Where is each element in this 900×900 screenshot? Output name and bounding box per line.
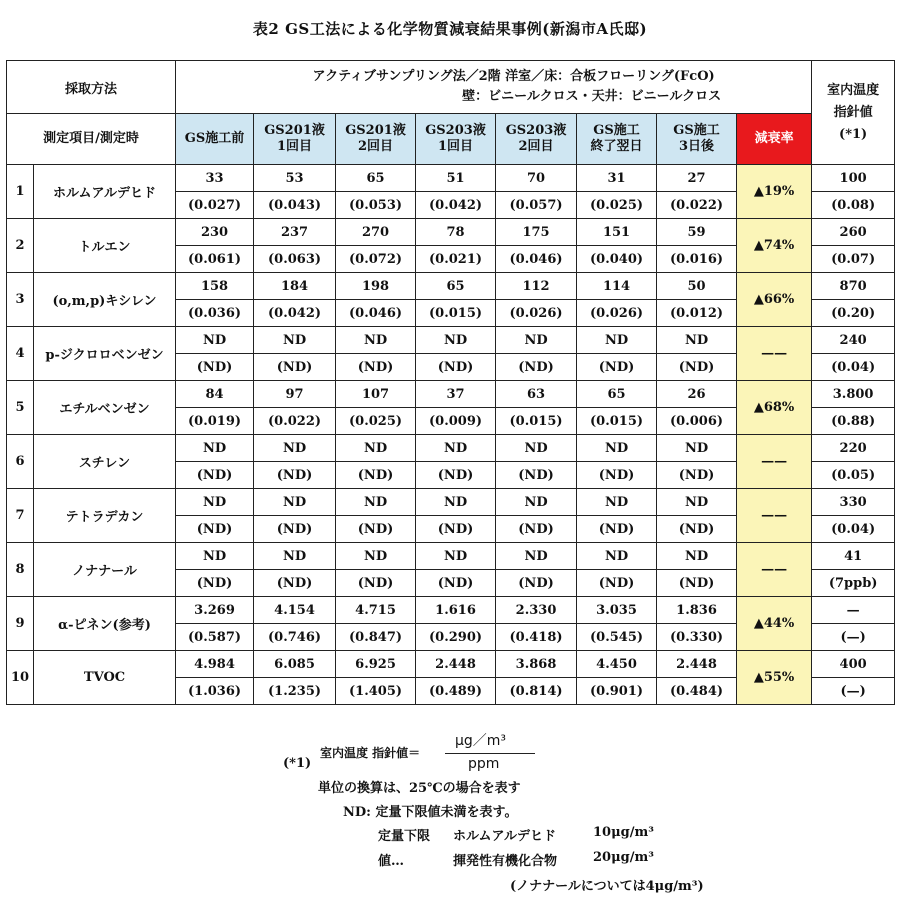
value-cell: 3.868 [496,651,577,678]
ppm-value-cell: (0.026) [577,300,657,327]
value-cell: ND [657,543,737,570]
value-cell: ND [657,435,737,462]
guideline-ppm: (0.04) [812,354,895,381]
ppm-value-cell: (ND) [336,462,416,489]
value-cell: 158 [176,273,254,300]
value-cell: 50 [657,273,737,300]
value-cell: ND [176,435,254,462]
ppm-value-cell: (0.063) [254,246,336,273]
column-header-line: GS201液 [264,123,325,138]
guideline-value: 100 [812,165,895,192]
ppm-value-cell: (0.012) [657,300,737,327]
value-cell: 59 [657,219,737,246]
results-table [6,60,895,705]
value-cell: ND [336,543,416,570]
value-cell: ND [176,489,254,516]
ppm-value-cell: (ND) [176,516,254,543]
substance-name: ホルムアルデヒド [34,165,176,219]
value-cell: 184 [254,273,336,300]
column-header [496,114,577,165]
column-header [254,114,336,165]
value-cell: 112 [496,273,577,300]
row-number: 2 [7,219,34,273]
guideline-value: 260 [812,219,895,246]
value-cell: ND [176,543,254,570]
ppm-value-cell: (0.746) [254,624,336,651]
value-cell: 26 [657,381,737,408]
ppm-value-cell: (0.484) [657,678,737,705]
value-cell: ND [577,327,657,354]
ppm-value-cell: (ND) [254,462,336,489]
ppm-value-cell: (0.053) [336,192,416,219]
ppm-value-cell: (0.043) [254,192,336,219]
column-header-line: GS201液 [345,123,406,138]
ppm-value-cell: (1.405) [336,678,416,705]
column-header-line: GS施工 [593,123,640,138]
ppm-value-cell: (ND) [254,354,336,381]
substance-name: α-ピネン(参考) [34,597,176,651]
ppm-value-cell: (ND) [176,570,254,597]
guideline-value: 41 [812,543,895,570]
value-cell: 4.450 [577,651,657,678]
reduction-rate: ▲55% [737,651,812,705]
guideline-value: 240 [812,327,895,354]
column-header-line: 2回目 [357,139,394,154]
value-cell: 53 [254,165,336,192]
value-cell: ND [416,489,496,516]
guideline-value: — [812,597,895,624]
guideline-value: 870 [812,273,895,300]
table-row [7,327,895,354]
ppm-value-cell: (0.021) [416,246,496,273]
value-cell: ND [254,489,336,516]
substance-name: (o,m,p)キシレン [34,273,176,327]
reduction-rate: ▲19% [737,165,812,219]
ppm-value-cell: (ND) [577,354,657,381]
value-cell: 97 [254,381,336,408]
value-cell: 31 [577,165,657,192]
column-header-line: GS203液 [425,123,486,138]
value-cell: ND [496,327,577,354]
limit-value-1: 10μg/m³ [593,825,654,840]
ppm-value-cell: (0.026) [496,300,577,327]
ppm-value-cell: (0.814) [496,678,577,705]
value-cell: 37 [416,381,496,408]
value-cell: 107 [336,381,416,408]
ppm-value-cell: (ND) [657,462,737,489]
ppm-value-cell: (0.587) [176,624,254,651]
value-cell: 4.984 [176,651,254,678]
reduction-rate: ▲74% [737,219,812,273]
ppm-value-cell: (0.290) [416,624,496,651]
guideline-ppm: (0.07) [812,246,895,273]
ppm-value-cell: (0.016) [657,246,737,273]
column-header-line: 終了翌日 [590,139,643,154]
value-cell: ND [577,543,657,570]
value-cell: 237 [254,219,336,246]
ppm-value-cell: (ND) [176,462,254,489]
ppm-value-cell: (ND) [657,354,737,381]
value-cell: 114 [577,273,657,300]
table-row [7,381,895,408]
fraction-bar [445,753,535,754]
value-cell: 3.269 [176,597,254,624]
value-cell: ND [496,543,577,570]
substance-name: スチレン [34,435,176,489]
guideline-ppm: (0.88) [812,408,895,435]
value-cell: ND [254,543,336,570]
limit-label-2: 値… [378,854,405,869]
guideline-ppm: (0.05) [812,462,895,489]
ppm-value-cell: (0.489) [416,678,496,705]
ppm-value-cell: (0.006) [657,408,737,435]
value-cell: ND [416,543,496,570]
value-cell: ND [336,435,416,462]
ppm-value-cell: (0.015) [496,408,577,435]
substance-name: ノナナール [34,543,176,597]
value-cell: 2.448 [416,651,496,678]
ppm-value-cell: (0.072) [336,246,416,273]
guideline-ppm: (0.04) [812,516,895,543]
footnote-marker: (*1) [283,756,312,771]
ppm-value-cell: (ND) [336,354,416,381]
value-cell: 175 [496,219,577,246]
ppm-value-cell: (0.042) [254,300,336,327]
substance-name: エチルベンゼン [34,381,176,435]
ppm-value-cell: (ND) [336,516,416,543]
column-header-line: 2回目 [518,139,554,154]
ppm-value-cell: (0.057) [496,192,577,219]
reduction-rate: —— [737,543,812,597]
formula-denominator: ppm [468,756,500,772]
value-cell: 65 [336,165,416,192]
row-number: 10 [7,651,34,705]
value-cell: 51 [416,165,496,192]
method-line-2: 壁：ビニールクロス・天井：ビニールクロス [462,89,722,104]
column-header [577,114,657,165]
substance-name: p-ジクロロベンゼン [34,327,176,381]
indoor-guideline-header [812,61,895,165]
ppm-value-cell: (ND) [254,570,336,597]
guideline-ppm: (0.20) [812,300,895,327]
value-cell: 84 [176,381,254,408]
ppm-value-cell: (ND) [496,570,577,597]
value-cell: ND [657,327,737,354]
ppm-value-cell: (0.040) [577,246,657,273]
value-cell: 4.715 [336,597,416,624]
reduction-rate: —— [737,489,812,543]
ppm-value-cell: (0.022) [254,408,336,435]
table-row [7,489,895,516]
value-cell: 70 [496,165,577,192]
ppm-value-cell: (ND) [416,516,496,543]
ppm-value-cell: (ND) [416,462,496,489]
ppm-value-cell: (ND) [496,354,577,381]
ppm-value-cell: (1.036) [176,678,254,705]
column-header-line: GS施工前 [184,131,245,146]
ppm-value-cell: (0.025) [577,192,657,219]
ppm-value-cell: (ND) [416,354,496,381]
value-cell: 230 [176,219,254,246]
ppm-value-cell: (0.015) [577,408,657,435]
column-header-line: 1回目 [276,139,313,154]
ppm-value-cell: (0.046) [496,246,577,273]
ppm-value-cell: (ND) [176,354,254,381]
ppm-value-cell: (0.025) [336,408,416,435]
value-cell: ND [416,435,496,462]
ppm-value-cell: (0.847) [336,624,416,651]
ppm-value-cell: (ND) [254,516,336,543]
value-cell: 2.330 [496,597,577,624]
ppm-value-cell: (0.046) [336,300,416,327]
limit-item-2: 揮発性有機化合物 [453,854,558,869]
row-number: 7 [7,489,34,543]
guideline-ppm: (—) [812,624,895,651]
row-number: 4 [7,327,34,381]
method-label: 採取方法 [7,61,176,114]
table-row [7,219,895,246]
method-line-1: アクティブサンプリング法／2階 洋室／床：合板フローリング(FcO) [312,69,715,84]
reduction-rate: ▲68% [737,381,812,435]
ppm-value-cell: (0.061) [176,246,254,273]
formula-numerator: μg／m³ [455,733,507,749]
value-cell: 270 [336,219,416,246]
ppm-value-cell: (0.022) [657,192,737,219]
page-title: 表2 GS工法による化学物質減衰結果事例(新潟市A氏邸) [252,20,648,38]
column-header [176,114,254,165]
row-number: 6 [7,435,34,489]
indoor-header-line: 室内温度 [827,82,880,98]
table-row [7,543,895,570]
value-cell: ND [416,327,496,354]
value-cell: 3.035 [577,597,657,624]
ppm-value-cell: (ND) [577,516,657,543]
table-row [7,273,895,300]
ppm-value-cell: (0.418) [496,624,577,651]
formula-left: 室内温度 指針値＝ [320,746,421,760]
ppm-value-cell: (ND) [577,462,657,489]
ppm-value-cell: (ND) [496,516,577,543]
row-number: 1 [7,165,34,219]
nd-note: ND: 定量下限値未満を表す。 [343,805,518,820]
ppm-value-cell: (0.901) [577,678,657,705]
value-cell: ND [254,327,336,354]
reduction-rate: ▲66% [737,273,812,327]
guideline-value: 400 [812,651,895,678]
value-cell: 63 [496,381,577,408]
value-cell: ND [336,489,416,516]
ppm-value-cell: (ND) [657,516,737,543]
value-cell: 27 [657,165,737,192]
ppm-value-cell: (0.330) [657,624,737,651]
indoor-header-line: 指針値 [833,104,873,120]
ppm-value-cell: (ND) [416,570,496,597]
value-cell: 151 [577,219,657,246]
value-cell: ND [254,435,336,462]
value-cell: 6.925 [336,651,416,678]
column-header-line: 1回目 [437,139,474,154]
column-header-line: GS施工 [673,123,720,138]
indoor-header-line: (*1) [839,126,868,142]
value-cell: 1.616 [416,597,496,624]
value-cell: 65 [416,273,496,300]
value-cell: ND [496,489,577,516]
row-number: 5 [7,381,34,435]
ppm-value-cell: (ND) [577,570,657,597]
table-row [7,597,895,624]
limit-label-1: 定量下限 [378,829,431,844]
ppm-value-cell: (ND) [336,570,416,597]
ppm-value-cell: (0.042) [416,192,496,219]
value-cell: 33 [176,165,254,192]
unit-note: 単位の換算は、25℃の場合を表す [318,781,521,796]
value-cell: 6.085 [254,651,336,678]
table-row [7,435,895,462]
guideline-ppm: (—) [812,678,895,705]
value-cell: 78 [416,219,496,246]
column-header-line: 3日後 [678,139,715,154]
reduction-rate: —— [737,435,812,489]
value-cell: ND [496,435,577,462]
ppm-value-cell: (0.036) [176,300,254,327]
reduction-header: 減衰率 [737,114,812,165]
value-cell: ND [657,489,737,516]
row-number: 3 [7,273,34,327]
method-description [176,61,812,114]
table-row [7,651,895,678]
limit-item-1: ホルムアルデヒド [453,829,556,844]
value-cell: 65 [577,381,657,408]
value-cell: ND [336,327,416,354]
ppm-value-cell: (0.019) [176,408,254,435]
ppm-value-cell: (ND) [496,462,577,489]
ppm-value-cell: (0.545) [577,624,657,651]
value-cell: 2.448 [657,651,737,678]
column-header [416,114,496,165]
value-cell: 198 [336,273,416,300]
column-header-line: GS203液 [505,123,567,138]
guideline-value: 330 [812,489,895,516]
value-cell: 1.836 [657,597,737,624]
value-cell: ND [577,489,657,516]
ppm-value-cell: (ND) [657,570,737,597]
limit-note: (ノナナールについては4μg/m³) [510,879,704,894]
substance-name: トルエン [34,219,176,273]
reduction-rate: —— [737,327,812,381]
value-cell: 4.154 [254,597,336,624]
value-cell: ND [176,327,254,354]
column-header [657,114,737,165]
ppm-value-cell: (0.027) [176,192,254,219]
limit-value-2: 20μg/m³ [593,850,654,865]
guideline-value: 220 [812,435,895,462]
ppm-value-cell: (0.009) [416,408,496,435]
guideline-value: 3.800 [812,381,895,408]
value-cell: ND [577,435,657,462]
row-number: 9 [7,597,34,651]
row-number: 8 [7,543,34,597]
item-label: 測定項目/測定時 [7,114,176,165]
column-header [336,114,416,165]
table-row [7,165,895,192]
reduction-rate: ▲44% [737,597,812,651]
guideline-ppm: (7ppb) [812,570,895,597]
substance-name: テトラデカン [34,489,176,543]
substance-name: TVOC [34,651,176,705]
guideline-ppm: (0.08) [812,192,895,219]
ppm-value-cell: (0.015) [416,300,496,327]
ppm-value-cell: (1.235) [254,678,336,705]
